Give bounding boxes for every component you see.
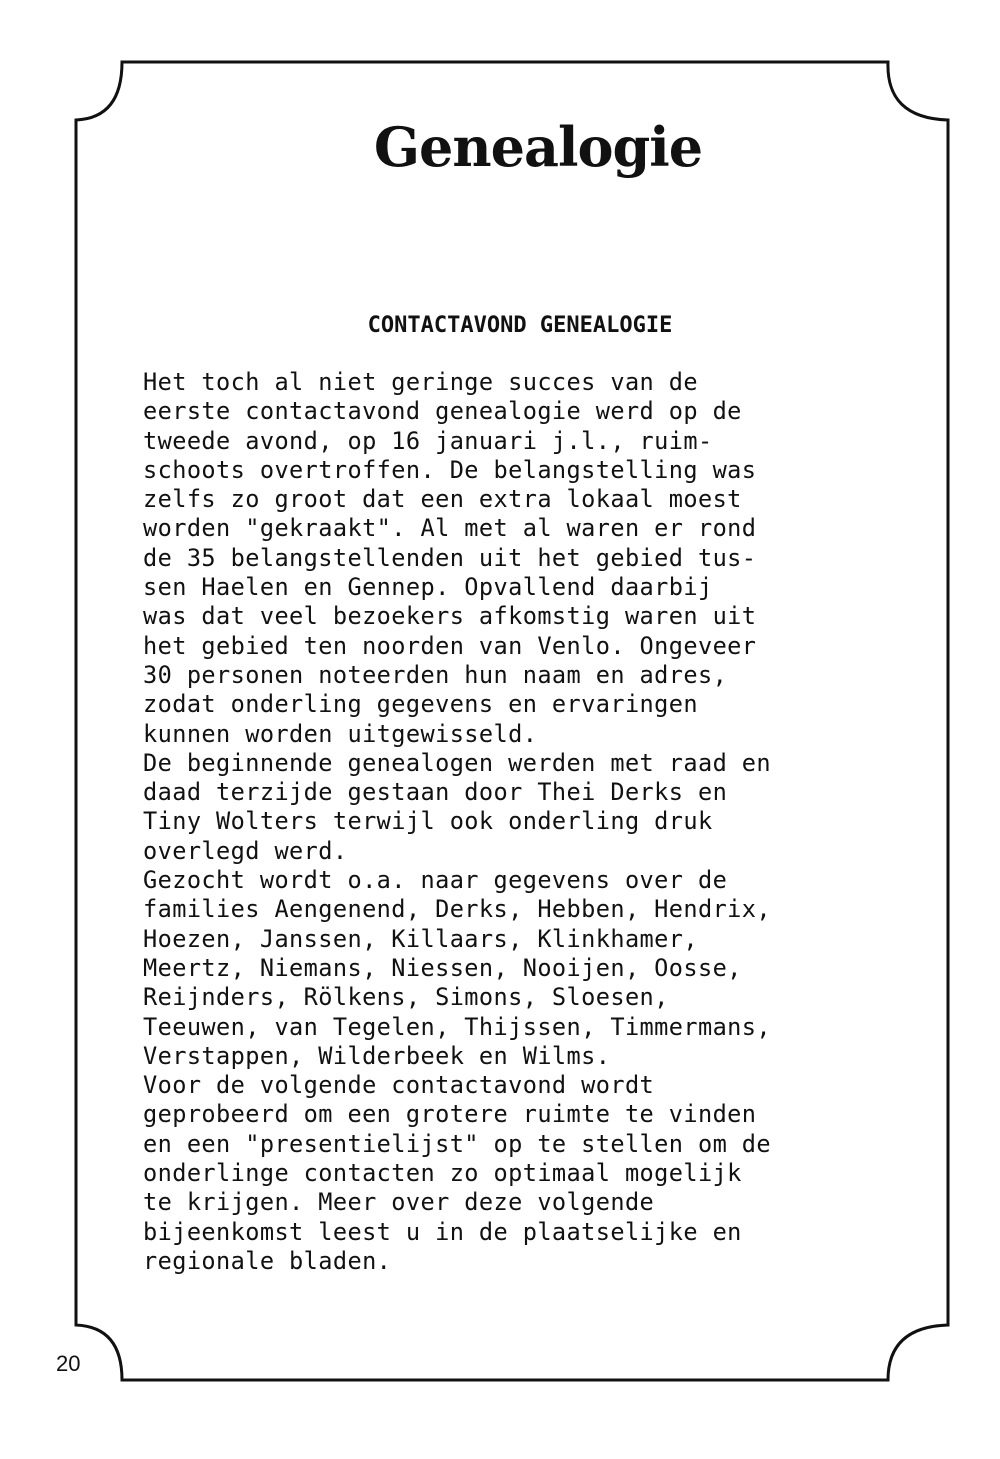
body-line: Het toch al niet geringe succes van de <box>143 368 698 396</box>
body-line: De beginnende genealogen werden met raad en <box>143 748 771 777</box>
body-line: de 35 belangstellenden uit het gebied tus- <box>143 543 757 572</box>
body-line: overlegd werd. <box>143 836 348 865</box>
body-line: Voor de volgende contactavond wordt <box>143 1071 655 1100</box>
body-line: tweede avond, op 16 januari j.l., ruim- <box>143 426 713 455</box>
body-line: schoots overtroffen. De belangstelling was <box>143 455 757 484</box>
body-line: 30 personen noteerden hun naam en adres, <box>143 660 728 689</box>
body-line: zelfs zo groot dat een extra lokaal moest <box>143 485 742 514</box>
body-line: en een "presentielijst" op te stellen om de <box>143 1129 771 1158</box>
body-line: Hoezen, Janssen, Killaars, Klinkhamer, <box>143 924 698 953</box>
body-line: Tiny Wolters terwijl ook onderling druk <box>143 807 713 836</box>
body-line: kunnen worden uitgewisseld. <box>143 719 538 748</box>
body-line: bijeenkomst leest u in de plaatselijke en <box>143 1217 742 1246</box>
body-line: onderlinge contacten zo optimaal mogelijk <box>143 1159 742 1188</box>
body-line: Verstappen, Wilderbeek en Wilms. <box>143 1041 611 1070</box>
body-line: Teeuwen, van Tegelen, Thijssen, Timmermans, <box>143 1012 771 1041</box>
page-title: Genealogie <box>373 115 703 179</box>
body-line: geprobeerd om een grotere ruimte te vinden <box>143 1100 757 1129</box>
body-line: eerste contactavond genealogie werd op de <box>143 397 742 426</box>
body-line: sen Haelen en Gennep. Opvallend daarbij <box>143 573 713 602</box>
body-line: families Aengenend, Derks, Hebben, Hendrix, <box>143 895 771 924</box>
body-line: het gebied ten noorden van Venlo. Ongeveer <box>143 631 757 660</box>
article-body <box>143 368 923 1276</box>
body-line: daad terzijde gestaan door Thei Derks en <box>143 778 728 807</box>
body-line: Meertz, Niemans, Niessen, Nooijen, Oosse, <box>143 953 742 982</box>
body-line: te krijgen. Meer over deze volgende <box>143 1188 655 1217</box>
page-number: 20 <box>56 1351 81 1376</box>
body-line: was dat veel bezoekers afkomstig waren uit <box>143 602 757 631</box>
body-line: Gezocht wordt o.a. naar gegevens over de <box>143 866 728 895</box>
body-line: worden "gekraakt". Al met al waren er rond <box>143 514 757 543</box>
body-line: Reijnders, Rölkens, Simons, Sloesen, <box>143 983 669 1012</box>
body-line: zodat onderling gegevens en ervaringen <box>143 690 698 719</box>
article-heading: CONTACTAVOND GENEALOGIE <box>367 313 673 338</box>
body-line: regionale bladen. <box>143 1246 392 1275</box>
